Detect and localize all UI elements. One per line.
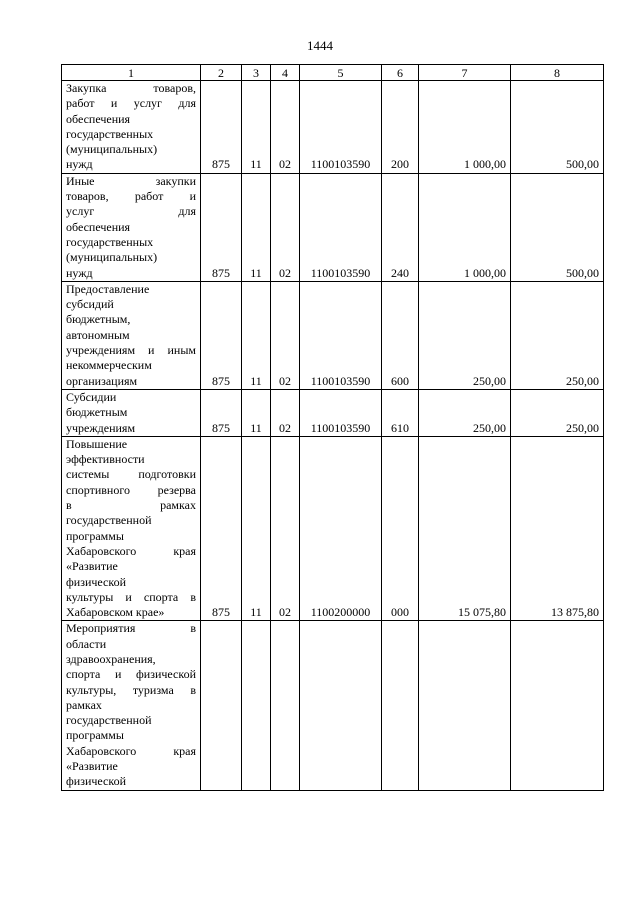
subsection-code-cell: 02 xyxy=(271,281,300,389)
row-name-line: Мероприятия в xyxy=(66,621,196,636)
row-name-line: услуг для xyxy=(66,204,196,219)
target-article-cell: 1100103590 xyxy=(300,281,382,389)
amount-col8-cell: 13 875,80 xyxy=(511,436,604,621)
target-article-cell xyxy=(300,621,382,790)
row-name-line: физической xyxy=(66,574,126,589)
section-code-cell: 11 xyxy=(242,173,271,281)
page-number: 1444 xyxy=(307,38,333,53)
amount-col7-cell: 1 000,00 xyxy=(419,173,511,281)
header-col-7: 7 xyxy=(419,65,511,81)
row-name-cell xyxy=(62,389,201,436)
row-name-line: культуры, туризма в xyxy=(66,682,196,697)
row-name-cell xyxy=(62,81,201,174)
row-name-line: Повышение xyxy=(66,436,128,451)
section-code-cell: 11 xyxy=(242,281,271,389)
row-name-line: Хабаровского края xyxy=(66,743,196,758)
table-row xyxy=(62,389,604,436)
row-name-line: субсидий xyxy=(66,297,114,312)
header-col-6: 6 xyxy=(382,65,419,81)
row-name-line: учреждениям xyxy=(66,420,136,435)
expense-type-cell: 600 xyxy=(382,281,419,389)
row-name-line: некоммерческим xyxy=(66,358,152,373)
header-col-4: 4 xyxy=(271,65,300,81)
row-name-cell xyxy=(62,173,201,281)
row-name-line: Закупка товаров, xyxy=(66,81,196,95)
row-name-line: «Развитие xyxy=(66,559,118,574)
amount-col8-cell: 500,00 xyxy=(511,81,604,174)
amount-col8-cell: 500,00 xyxy=(511,173,604,281)
row-name-line: организациям xyxy=(66,373,138,388)
row-name-line: нужд xyxy=(66,265,93,280)
section-code-cell: 11 xyxy=(242,81,271,174)
row-name-line: государственных xyxy=(66,126,154,141)
table-body xyxy=(62,81,604,791)
target-article-cell: 1100103590 xyxy=(300,173,382,281)
row-name-line: государственной xyxy=(66,513,152,528)
row-name-line: рамках xyxy=(66,697,102,712)
subsection-code-cell: 02 xyxy=(271,81,300,174)
amount-col7-cell xyxy=(419,621,511,790)
table-row xyxy=(62,281,604,389)
row-name-line: Хабаровского края xyxy=(66,543,196,558)
table-row xyxy=(62,621,604,790)
row-name-cell xyxy=(62,621,201,790)
budget-table xyxy=(61,64,604,791)
row-name-line: работ и услуг для xyxy=(66,96,196,111)
row-name-line: (муниципальных) xyxy=(66,142,158,157)
row-name-cell xyxy=(62,436,201,621)
row-name-line: системы подготовки xyxy=(66,467,196,482)
row-name-line: культуры и спорта в xyxy=(66,589,196,604)
header-row xyxy=(62,65,604,81)
table-row xyxy=(62,436,604,621)
expense-type-cell: 610 xyxy=(382,389,419,436)
row-name-line: государственной xyxy=(66,713,152,728)
row-name-line: спортивного резерва xyxy=(66,482,196,497)
ministry-code-cell: 875 xyxy=(201,81,242,174)
row-name-line: области xyxy=(66,636,107,651)
row-name-line: бюджетным, xyxy=(66,312,131,327)
ministry-code-cell: 875 xyxy=(201,436,242,621)
subsection-code-cell: 02 xyxy=(271,173,300,281)
section-code-cell: 11 xyxy=(242,389,271,436)
row-name-line: обеспечения xyxy=(66,111,131,126)
row-name-line: спорта и физической xyxy=(66,667,196,682)
ministry-code-cell: 875 xyxy=(201,389,242,436)
table-row xyxy=(62,173,604,281)
ministry-code-cell: 875 xyxy=(201,281,242,389)
row-name-line: эффективности xyxy=(66,452,145,467)
row-name-line: программы xyxy=(66,728,124,743)
table-row xyxy=(62,81,604,174)
row-name-line: в рамках xyxy=(66,498,196,513)
subsection-code-cell xyxy=(271,621,300,790)
row-name-line: бюджетным xyxy=(66,405,128,420)
row-name-line: автономным xyxy=(66,327,130,342)
header-col-2: 2 xyxy=(201,65,242,81)
row-name-line: Предоставление xyxy=(66,281,150,296)
row-name-line: Иные закупки xyxy=(66,173,196,188)
target-article-cell: 1100200000 xyxy=(300,436,382,621)
row-name-line: нужд xyxy=(66,157,93,172)
header-col-3: 3 xyxy=(242,65,271,81)
row-name-line: государственных xyxy=(66,234,154,249)
row-name-line: (муниципальных) xyxy=(66,250,158,265)
amount-col7-cell: 15 075,80 xyxy=(419,436,511,621)
ministry-code-cell: 875 xyxy=(201,173,242,281)
amount-col8-cell: 250,00 xyxy=(511,389,604,436)
header-col-8: 8 xyxy=(511,65,604,81)
row-name-line: «Развитие xyxy=(66,759,118,774)
row-name-line: здравоохранения, xyxy=(66,651,156,666)
row-name-line: Хабаровском крае» xyxy=(66,605,165,620)
target-article-cell: 1100103590 xyxy=(300,81,382,174)
expense-type-cell: 240 xyxy=(382,173,419,281)
section-code-cell xyxy=(242,621,271,790)
row-name-line: программы xyxy=(66,528,124,543)
row-name-line: Субсидии xyxy=(66,389,117,404)
subsection-code-cell: 02 xyxy=(271,389,300,436)
ministry-code-cell xyxy=(201,621,242,790)
subsection-code-cell: 02 xyxy=(271,436,300,621)
amount-col8-cell: 250,00 xyxy=(511,281,604,389)
target-article-cell: 1100103590 xyxy=(300,389,382,436)
amount-col7-cell: 250,00 xyxy=(419,281,511,389)
expense-type-cell xyxy=(382,621,419,790)
amount-col8-cell xyxy=(511,621,604,790)
amount-col7-cell: 1 000,00 xyxy=(419,81,511,174)
expense-type-cell: 200 xyxy=(382,81,419,174)
amount-col7-cell: 250,00 xyxy=(419,389,511,436)
expense-type-cell: 000 xyxy=(382,436,419,621)
row-name-line: физической xyxy=(66,774,126,789)
section-code-cell: 11 xyxy=(242,436,271,621)
row-name-line: обеспечения xyxy=(66,219,131,234)
row-name-cell xyxy=(62,281,201,389)
header-col-5: 5 xyxy=(300,65,382,81)
header-col-1: 1 xyxy=(62,65,201,81)
row-name-line: учреждениям и иным xyxy=(66,343,196,358)
row-name-line: товаров, работ и xyxy=(66,189,196,204)
